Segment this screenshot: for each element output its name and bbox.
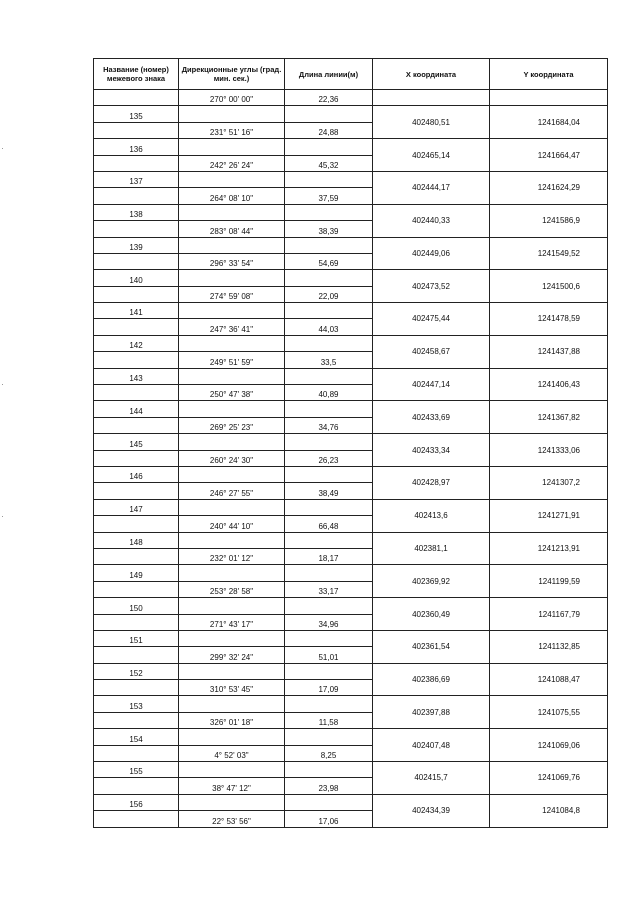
line-length-cell: 34,96 — [285, 614, 373, 630]
name-cell — [94, 319, 179, 335]
point-name-cell: 136 — [94, 139, 179, 155]
line-length-cell: 11,58 — [285, 712, 373, 728]
direction-angle-cell — [179, 696, 285, 712]
x-coordinate-cell: 402407,48 — [373, 729, 490, 762]
line-length-cell — [285, 270, 373, 286]
y-coordinate-cell: 1241367,82 — [490, 401, 608, 434]
direction-angle-cell: 260° 24' 30" — [179, 450, 285, 466]
line-length-cell: 26,23 — [285, 450, 373, 466]
x-coordinate-cell: 402480,51 — [373, 106, 490, 139]
point-name-cell: 153 — [94, 696, 179, 712]
line-length-cell — [285, 106, 373, 122]
direction-angle-cell: 38° 47' 12" — [179, 778, 285, 794]
direction-angle-cell — [179, 237, 285, 253]
point-row — [94, 303, 608, 319]
line-length-cell — [285, 434, 373, 450]
x-coordinate-cell: 402434,39 — [373, 794, 490, 827]
point-name-cell: 142 — [94, 335, 179, 351]
line-length-cell — [285, 303, 373, 319]
point-row — [94, 270, 608, 286]
point-name-cell: 149 — [94, 565, 179, 581]
line-length-cell: 51,01 — [285, 647, 373, 663]
direction-angle-cell: 264° 08' 10" — [179, 188, 285, 204]
direction-angle-cell: 231° 51' 16" — [179, 122, 285, 138]
direction-angle-cell — [179, 204, 285, 220]
x-coordinate-cell: 402465,14 — [373, 139, 490, 172]
y-coordinate-cell: 1241684,04 — [490, 106, 608, 139]
point-name-cell: 138 — [94, 204, 179, 220]
point-name-cell: 146 — [94, 466, 179, 482]
scan-mark — [2, 516, 3, 517]
segment-row — [94, 90, 608, 106]
point-row — [94, 237, 608, 253]
point-name-cell: 151 — [94, 630, 179, 646]
x-coordinate-cell: 402386,69 — [373, 663, 490, 696]
point-row — [94, 335, 608, 351]
x-coordinate-cell: 402381,1 — [373, 532, 490, 565]
header-row — [94, 59, 608, 90]
x-coordinate-cell: 402369,92 — [373, 565, 490, 598]
line-length-cell — [285, 139, 373, 155]
direction-angle-cell — [179, 335, 285, 351]
line-length-cell: 44,03 — [285, 319, 373, 335]
direction-angle-cell: 242° 26' 24" — [179, 155, 285, 171]
line-length-cell — [285, 368, 373, 384]
x-coordinate-cell: 402428,97 — [373, 466, 490, 499]
point-name-cell: 144 — [94, 401, 179, 417]
direction-angle-cell — [179, 762, 285, 778]
y-coordinate-cell: 1241069,76 — [490, 762, 608, 795]
y-coordinate-cell: 1241088,47 — [490, 663, 608, 696]
line-length-cell: 40,89 — [285, 385, 373, 401]
point-row — [94, 139, 608, 155]
point-row — [94, 204, 608, 220]
name-cell — [94, 90, 179, 106]
name-cell — [94, 712, 179, 728]
direction-angle-cell: 326° 01' 18" — [179, 712, 285, 728]
direction-angle-cell: 246° 27' 55" — [179, 483, 285, 499]
direction-angle-cell — [179, 466, 285, 482]
line-length-cell: 33,5 — [285, 352, 373, 368]
y-coordinate-cell: 1241664,47 — [490, 139, 608, 172]
x-coordinate-cell: 402413,6 — [373, 499, 490, 532]
direction-angle-cell — [179, 499, 285, 515]
direction-angle-cell — [179, 270, 285, 286]
y-coordinate-cell: 1241213,91 — [490, 532, 608, 565]
name-cell — [94, 614, 179, 630]
point-row — [94, 434, 608, 450]
point-name-cell: 135 — [94, 106, 179, 122]
name-cell — [94, 483, 179, 499]
direction-angle-cell — [179, 401, 285, 417]
point-row — [94, 729, 608, 745]
line-length-cell — [285, 532, 373, 548]
name-cell — [94, 581, 179, 597]
name-cell — [94, 778, 179, 794]
point-name-cell: 143 — [94, 368, 179, 384]
point-row — [94, 401, 608, 417]
name-cell — [94, 450, 179, 466]
x-coordinate-cell: 402397,88 — [373, 696, 490, 729]
line-length-cell — [285, 335, 373, 351]
direction-angle-cell — [179, 532, 285, 548]
header-line-length: Длина линии(м) — [285, 59, 373, 90]
name-cell — [94, 122, 179, 138]
y-coordinate-cell: 1241624,29 — [490, 171, 608, 204]
line-length-cell — [285, 204, 373, 220]
name-cell — [94, 647, 179, 663]
direction-angle-cell: 247° 36' 41" — [179, 319, 285, 335]
x-coordinate-cell: 402433,69 — [373, 401, 490, 434]
point-row — [94, 499, 608, 515]
direction-angle-cell: 232° 01' 12" — [179, 548, 285, 564]
direction-angle-cell: 296° 33' 54" — [179, 253, 285, 269]
name-cell — [94, 253, 179, 269]
name-cell — [94, 811, 179, 827]
line-length-cell: 17,06 — [285, 811, 373, 827]
y-coordinate-cell: 1241271,91 — [490, 499, 608, 532]
line-length-cell — [285, 171, 373, 187]
point-row — [94, 630, 608, 646]
y-cell — [490, 90, 608, 106]
line-length-cell — [285, 401, 373, 417]
y-coordinate-cell: 1241307,2 — [490, 466, 608, 499]
point-name-cell: 152 — [94, 663, 179, 679]
y-coordinate-cell: 1241549,52 — [490, 237, 608, 270]
point-row — [94, 565, 608, 581]
line-length-cell — [285, 762, 373, 778]
point-row — [94, 696, 608, 712]
direction-angle-cell — [179, 598, 285, 614]
line-length-cell — [285, 630, 373, 646]
line-length-cell: 37,59 — [285, 188, 373, 204]
direction-angle-cell: 4° 52' 03" — [179, 745, 285, 761]
line-length-cell: 8,25 — [285, 745, 373, 761]
direction-angle-cell: 250° 47' 38" — [179, 385, 285, 401]
line-length-cell: 22,36 — [285, 90, 373, 106]
point-name-cell: 145 — [94, 434, 179, 450]
line-length-cell: 33,17 — [285, 581, 373, 597]
line-length-cell: 54,69 — [285, 253, 373, 269]
line-length-cell — [285, 696, 373, 712]
y-coordinate-cell: 1241199,59 — [490, 565, 608, 598]
name-cell — [94, 286, 179, 302]
line-length-cell: 24,88 — [285, 122, 373, 138]
line-length-cell — [285, 794, 373, 810]
name-cell — [94, 417, 179, 433]
line-length-cell — [285, 466, 373, 482]
y-coordinate-cell: 1241478,59 — [490, 303, 608, 336]
line-length-cell: 38,39 — [285, 221, 373, 237]
scan-mark — [2, 384, 3, 385]
direction-angle-cell: 270° 00' 00" — [179, 90, 285, 106]
x-coordinate-cell: 402415,7 — [373, 762, 490, 795]
coordinates-sheet — [93, 58, 607, 828]
y-coordinate-cell: 1241500,6 — [490, 270, 608, 303]
point-name-cell: 140 — [94, 270, 179, 286]
point-row — [94, 532, 608, 548]
x-coordinate-cell: 402361,54 — [373, 630, 490, 663]
x-coordinate-cell: 402447,14 — [373, 368, 490, 401]
point-row — [94, 171, 608, 187]
point-row — [94, 794, 608, 810]
name-cell — [94, 385, 179, 401]
point-name-cell: 150 — [94, 598, 179, 614]
line-length-cell: 66,48 — [285, 516, 373, 532]
x-coordinate-cell: 402473,52 — [373, 270, 490, 303]
direction-angle-cell: 274° 59' 08" — [179, 286, 285, 302]
y-coordinate-cell: 1241437,88 — [490, 335, 608, 368]
table-body — [94, 90, 608, 828]
name-cell — [94, 352, 179, 368]
line-length-cell — [285, 237, 373, 253]
line-length-cell — [285, 598, 373, 614]
direction-angle-cell: 249° 51' 59" — [179, 352, 285, 368]
direction-angle-cell — [179, 171, 285, 187]
y-coordinate-cell: 1241084,8 — [490, 794, 608, 827]
line-length-cell: 45,32 — [285, 155, 373, 171]
direction-angle-cell — [179, 303, 285, 319]
point-row — [94, 598, 608, 614]
header-direction-angles: Дирекционные углы (град. мин. сек.) — [179, 59, 285, 90]
direction-angle-cell: 240° 44' 10" — [179, 516, 285, 532]
line-length-cell: 34,76 — [285, 417, 373, 433]
name-cell — [94, 745, 179, 761]
direction-angle-cell — [179, 106, 285, 122]
scan-mark — [2, 148, 3, 149]
name-cell — [94, 221, 179, 237]
y-coordinate-cell: 1241167,79 — [490, 598, 608, 631]
point-name-cell: 156 — [94, 794, 179, 810]
point-name-cell: 155 — [94, 762, 179, 778]
line-length-cell — [285, 663, 373, 679]
direction-angle-cell — [179, 368, 285, 384]
direction-angle-cell — [179, 434, 285, 450]
line-length-cell — [285, 565, 373, 581]
header-y-coordinate: Y координата — [490, 59, 608, 90]
y-coordinate-cell: 1241406,43 — [490, 368, 608, 401]
point-name-cell: 137 — [94, 171, 179, 187]
x-coordinate-cell: 402475,44 — [373, 303, 490, 336]
direction-angle-cell: 299° 32' 24" — [179, 647, 285, 663]
direction-angle-cell: 269° 25' 23" — [179, 417, 285, 433]
header-name: Название (номер) межевого знака — [94, 59, 179, 90]
point-row — [94, 466, 608, 482]
name-cell — [94, 188, 179, 204]
line-length-cell — [285, 729, 373, 745]
y-coordinate-cell: 1241586,9 — [490, 204, 608, 237]
direction-angle-cell: 22° 53' 56" — [179, 811, 285, 827]
x-coordinate-cell: 402440,33 — [373, 204, 490, 237]
line-length-cell: 38,49 — [285, 483, 373, 499]
y-coordinate-cell: 1241333,06 — [490, 434, 608, 467]
direction-angle-cell: 310° 53' 45" — [179, 680, 285, 696]
name-cell — [94, 516, 179, 532]
direction-angle-cell — [179, 729, 285, 745]
direction-angle-cell: 271° 43' 17" — [179, 614, 285, 630]
point-row — [94, 663, 608, 679]
direction-angle-cell — [179, 794, 285, 810]
line-length-cell: 17,09 — [285, 680, 373, 696]
line-length-cell — [285, 499, 373, 515]
line-length-cell: 18,17 — [285, 548, 373, 564]
point-name-cell: 147 — [94, 499, 179, 515]
y-coordinate-cell: 1241069,06 — [490, 729, 608, 762]
point-row — [94, 762, 608, 778]
name-cell — [94, 680, 179, 696]
direction-angle-cell: 283° 08' 44" — [179, 221, 285, 237]
x-coordinate-cell: 402433,34 — [373, 434, 490, 467]
y-coordinate-cell: 1241075,55 — [490, 696, 608, 729]
line-length-cell: 23,98 — [285, 778, 373, 794]
name-cell — [94, 548, 179, 564]
direction-angle-cell — [179, 663, 285, 679]
point-row — [94, 106, 608, 122]
point-row — [94, 368, 608, 384]
y-coordinate-cell: 1241132,85 — [490, 630, 608, 663]
x-cell — [373, 90, 490, 106]
x-coordinate-cell: 402449,06 — [373, 237, 490, 270]
name-cell — [94, 155, 179, 171]
point-name-cell: 148 — [94, 532, 179, 548]
line-length-cell: 22,09 — [285, 286, 373, 302]
point-name-cell: 141 — [94, 303, 179, 319]
direction-angle-cell — [179, 139, 285, 155]
direction-angle-cell — [179, 630, 285, 646]
direction-angle-cell: 253° 28' 58" — [179, 581, 285, 597]
x-coordinate-cell: 402458,67 — [373, 335, 490, 368]
x-coordinate-cell: 402444,17 — [373, 171, 490, 204]
boundary-coordinates-table — [93, 58, 608, 828]
header-x-coordinate: X координата — [373, 59, 490, 90]
point-name-cell: 154 — [94, 729, 179, 745]
direction-angle-cell — [179, 565, 285, 581]
point-name-cell: 139 — [94, 237, 179, 253]
x-coordinate-cell: 402360,49 — [373, 598, 490, 631]
